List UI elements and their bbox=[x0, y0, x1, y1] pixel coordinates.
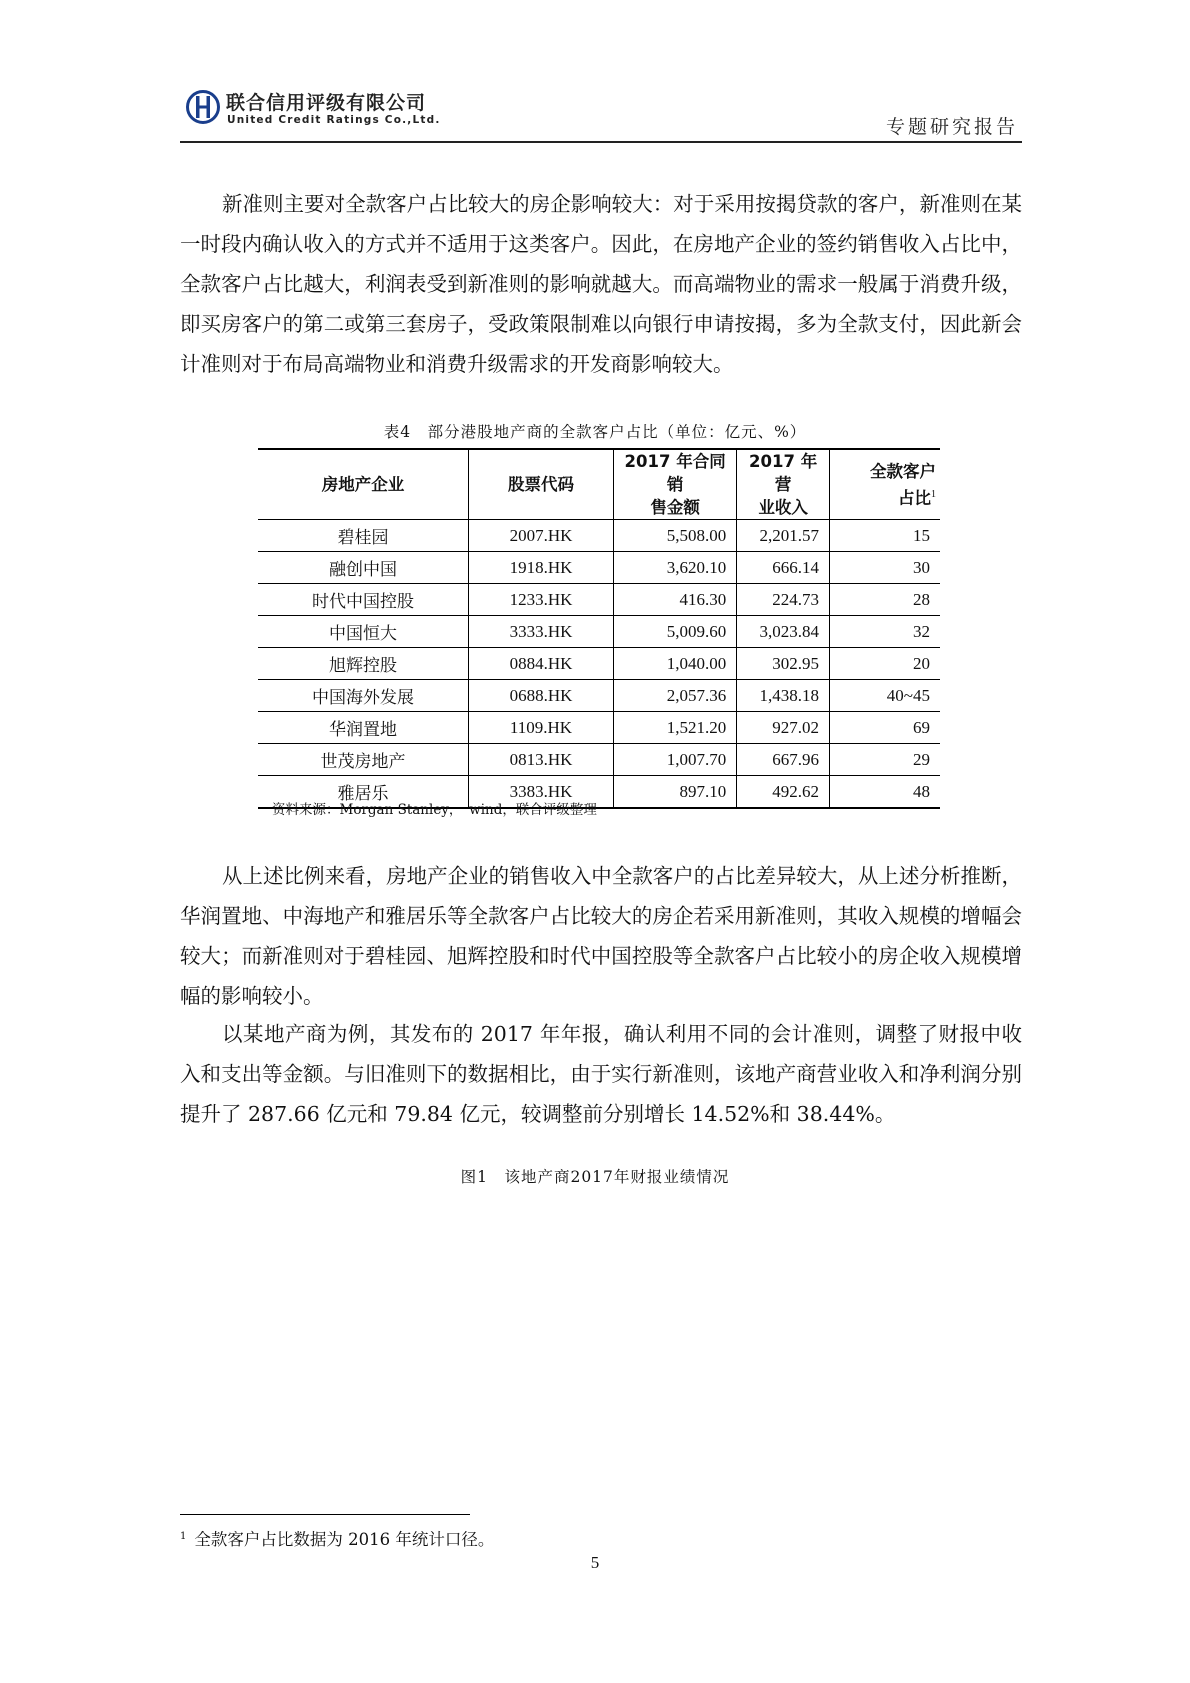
page-header bbox=[180, 86, 1022, 142]
cell-company: 中国海外发展 bbox=[258, 680, 469, 712]
cell-contract-sales: 1,521.20 bbox=[614, 712, 737, 744]
cell-contract-sales: 5,009.60 bbox=[614, 616, 737, 648]
cell-company: 雅居乐 bbox=[258, 776, 469, 809]
cell-company: 世茂房地产 bbox=[258, 744, 469, 776]
table-row bbox=[258, 648, 940, 680]
cell-revenue: 492.62 bbox=[737, 776, 830, 809]
cell-revenue: 927.02 bbox=[737, 712, 830, 744]
cell-contract-sales: 1,040.00 bbox=[614, 648, 737, 680]
footnote-marker: 1 bbox=[180, 1530, 187, 1542]
table-row bbox=[258, 616, 940, 648]
footnote bbox=[180, 1526, 494, 1550]
paragraph-3: 以某地产商为例，其发布的 2017 年年报，确认利用不同的会计准则，调整了财报中收入和支出等金额。与旧准则下的数据相比，由于实行新准则，该地产商营业收入和净利润分别提升了 287.66 亿元和 79.84 亿元，较调整前分别增长 14.52%和 38.44%。 bbox=[180, 1022, 1022, 1126]
footnote-ref: 1 bbox=[931, 488, 936, 500]
cell-cash-ratio: 48 bbox=[830, 776, 941, 809]
cell-revenue: 666.14 bbox=[737, 552, 830, 584]
cell-cash-ratio: 30 bbox=[830, 552, 941, 584]
cell-contract-sales: 416.30 bbox=[614, 584, 737, 616]
footnote-divider bbox=[180, 1514, 470, 1515]
cell-revenue: 224.73 bbox=[737, 584, 830, 616]
cell-stock-code: 3333.HK bbox=[469, 616, 614, 648]
table-header-row bbox=[258, 449, 940, 520]
cell-revenue: 1,438.18 bbox=[737, 680, 830, 712]
company-name-en: United Credit Ratings Co.,Ltd. bbox=[227, 114, 441, 126]
cell-contract-sales: 897.10 bbox=[614, 776, 737, 809]
header-contract-sales: 2017 年合同销 售金额 bbox=[614, 449, 737, 520]
data-table bbox=[258, 448, 940, 809]
cell-stock-code: 3383.HK bbox=[469, 776, 614, 809]
header-company: 房地产企业 bbox=[258, 449, 469, 520]
table-row bbox=[258, 584, 940, 616]
cell-stock-code: 1233.HK bbox=[469, 584, 614, 616]
cell-company: 时代中国控股 bbox=[258, 584, 469, 616]
cell-company: 融创中国 bbox=[258, 552, 469, 584]
cell-contract-sales: 3,620.10 bbox=[614, 552, 737, 584]
cell-cash-ratio: 15 bbox=[830, 520, 941, 552]
cell-company: 华润置地 bbox=[258, 712, 469, 744]
report-type: 专题研究报告 bbox=[885, 116, 1018, 138]
table-caption: 表4 部分港股地产商的全款客户占比（单位：亿元、%） bbox=[383, 423, 807, 441]
cell-revenue: 302.95 bbox=[737, 648, 830, 680]
cell-cash-ratio: 32 bbox=[830, 616, 941, 648]
table-row bbox=[258, 744, 940, 776]
cell-contract-sales: 1,007.70 bbox=[614, 744, 737, 776]
cell-company: 中国恒大 bbox=[258, 616, 469, 648]
figure-caption: 图1 该地产商2017年财报业绩情况 bbox=[460, 1168, 730, 1186]
cell-cash-ratio: 28 bbox=[830, 584, 941, 616]
ucr-logo-icon bbox=[186, 90, 220, 124]
cell-stock-code: 0688.HK bbox=[469, 680, 614, 712]
cell-revenue: 667.96 bbox=[737, 744, 830, 776]
header-stock-code: 股票代码 bbox=[469, 449, 614, 520]
cell-company: 碧桂园 bbox=[258, 520, 469, 552]
cell-stock-code: 1109.HK bbox=[469, 712, 614, 744]
page-number: 5 bbox=[590, 1553, 600, 1572]
cell-stock-code: 1918.HK bbox=[469, 552, 614, 584]
cell-stock-code: 0813.HK bbox=[469, 744, 614, 776]
header-cash-ratio: 全款客户 占比$^1$ bbox=[830, 449, 941, 520]
table-row bbox=[258, 712, 940, 744]
footnote-text: 全款客户占比数据为 2016 年统计口径。 bbox=[194, 1530, 495, 1549]
cell-stock-code: 2007.HK bbox=[469, 520, 614, 552]
cell-cash-ratio: 40~45 bbox=[830, 680, 941, 712]
cell-stock-code: 0884.HK bbox=[469, 648, 614, 680]
company-name-cn: 联合信用评级有限公司 bbox=[226, 92, 427, 114]
cell-company: 旭辉控股 bbox=[258, 648, 469, 680]
cell-revenue: 2,201.57 bbox=[737, 520, 830, 552]
cell-cash-ratio: 20 bbox=[830, 648, 941, 680]
header-divider bbox=[180, 141, 1022, 143]
table-row bbox=[258, 520, 940, 552]
cell-revenue: 3,023.84 bbox=[737, 616, 830, 648]
paragraph-2: 从上述比例来看，房地产企业的销售收入中全款客户的占比差异较大，从上述分析推断，华润置地、中海地产和雅居乐等全款客户占比较大的房企若采用新准则，其收入规模的增幅会较大；而新准则对于碧桂园、旭辉控股和时代中国控股等全款客户占比较小的房企收入规模增幅的影响较小。 bbox=[180, 864, 1022, 1008]
cell-contract-sales: 5,508.00 bbox=[614, 520, 737, 552]
cell-cash-ratio: 29 bbox=[830, 744, 941, 776]
table-source-note: 资料来源：Morgan Stanley， wind，联合评级整理 bbox=[272, 802, 597, 818]
cell-cash-ratio: 69 bbox=[830, 712, 941, 744]
paragraph-1: 新准则主要对全款客户占比较大的房企影响较大：对于采用按揭贷款的客户，新准则在某一时段内确认收入的方式并不适用于这类客户。因此，在房地产企业的签约销售收入占比中，全款客户占比越大，利润表受到新准则的影响就越大。而高端物业的需求一般属于消费升级，即买房客户的第二或第三套房子，受政策限制难以向银行申请按揭，多为全款支付，因此新会计准则对于布局高端物业和消费升级需求的开发商影响较大。 bbox=[180, 192, 1022, 376]
cell-contract-sales: 2,057.36 bbox=[614, 680, 737, 712]
table-row bbox=[258, 552, 940, 584]
header-revenue: 2017 年营 业收入 bbox=[737, 449, 830, 520]
table-row bbox=[258, 680, 940, 712]
